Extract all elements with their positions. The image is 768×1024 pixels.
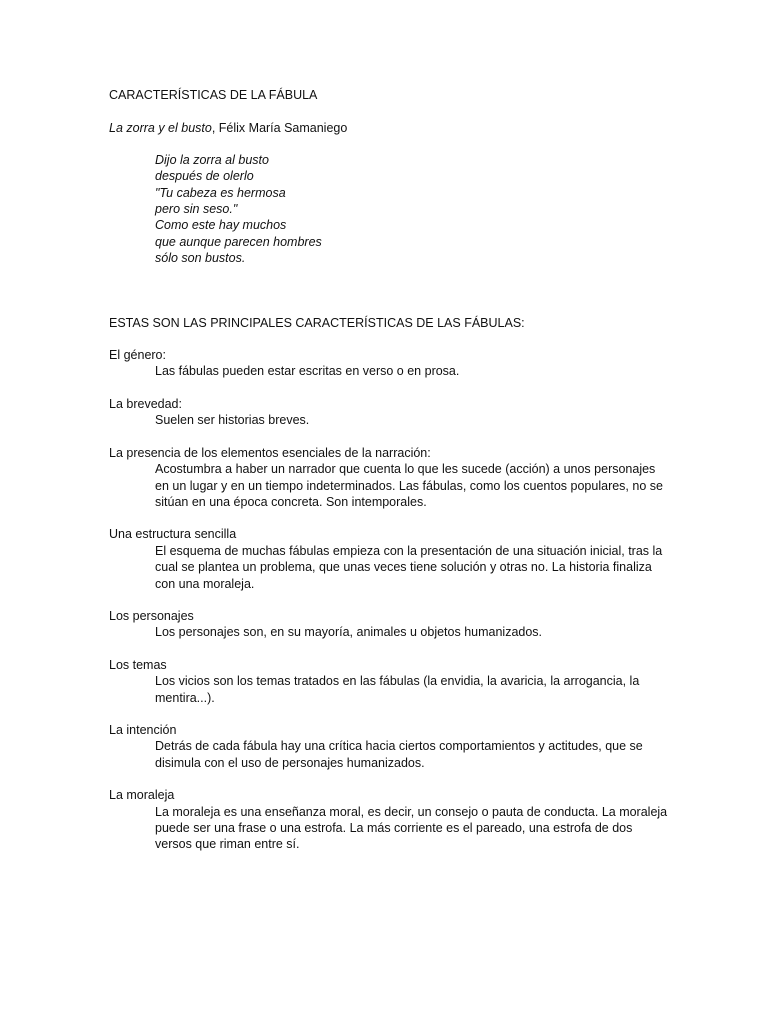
poem-line: pero sin seso." — [155, 202, 238, 217]
section-intention — [109, 722, 669, 771]
section-body: La moraleja es una enseñanza moral, es decir, un consejo o pauta de conducta. La moraleja puede ser una frase o una estrofa. La más corriente es el pareado, una estrofa de dos versos que riman entre sí. — [155, 804, 668, 852]
document-page — [109, 87, 669, 853]
fable-author: , Félix María Samaniego — [211, 121, 348, 136]
poem-line: sólo son bustos. — [155, 251, 246, 266]
section-themes — [109, 657, 669, 706]
section-genre — [109, 347, 669, 380]
section-heading: El género: — [109, 348, 166, 363]
section-body: Los vicios son los temas tratados en las fábulas (la envidia, la avaricia, la arrogancia, la mentira...). — [155, 674, 640, 705]
poem-line: Como este hay muchos — [155, 218, 287, 233]
section-heading: La presencia de los elementos esenciales de la narración: — [109, 445, 431, 460]
section-body: Detrás de cada fábula hay una crítica hacia ciertos comportamientos y actitudes, que se disimula con el uso de personajes humanizados. — [155, 739, 643, 770]
fable-title: La zorra y el busto — [109, 121, 212, 136]
section-brevity — [109, 396, 669, 429]
section-body: Los personajes son, en su mayoría, animales u objetos humanizados. — [155, 625, 543, 640]
section-heading: Los temas — [109, 657, 167, 672]
section-narrative-elements — [109, 445, 669, 511]
section-characters — [109, 608, 669, 641]
section-body: Las fábulas pueden estar escritas en verso o en prosa. — [155, 364, 460, 379]
document-title: CARACTERÍSTICAS DE LA FÁBULA — [109, 88, 318, 102]
poem-line: que aunque parecen hombres — [155, 234, 322, 249]
section-structure — [109, 526, 669, 592]
fable-attribution — [109, 120, 669, 136]
section-heading: Los personajes — [109, 608, 194, 623]
section-heading: La intención — [109, 722, 177, 737]
poem-line: después de olerlo — [155, 169, 254, 184]
section-moral — [109, 787, 669, 853]
section-heading: La moraleja — [109, 788, 175, 803]
poem-line: Dijo la zorra al busto — [155, 152, 269, 167]
poem-line: "Tu cabeza es hermosa — [155, 185, 286, 200]
section-body: El esquema de muchas fábulas empieza con la presentación de una situación inicial, tras la cual se plantea un problema, que unas veces tiene solución y otras no. La historia finaliza con una moraleja. — [155, 543, 663, 591]
fable-poem — [109, 152, 669, 267]
characteristics-heading: ESTAS SON LAS PRINCIPALES CARACTERÍSTICAS DE LAS FÁBULAS: — [109, 315, 525, 330]
section-body: Acostumbra a haber un narrador que cuenta lo que les sucede (acción) a unos personajes en un lugar y en un tiempo indeterminados. Las fábulas, como los cuentos populares, no se sitúan en una época concreta. Son intemporales. — [155, 462, 663, 509]
section-heading: Una estructura sencilla — [109, 527, 237, 542]
section-heading: La brevedad: — [109, 396, 182, 411]
section-body: Suelen ser historias breves. — [155, 413, 310, 428]
